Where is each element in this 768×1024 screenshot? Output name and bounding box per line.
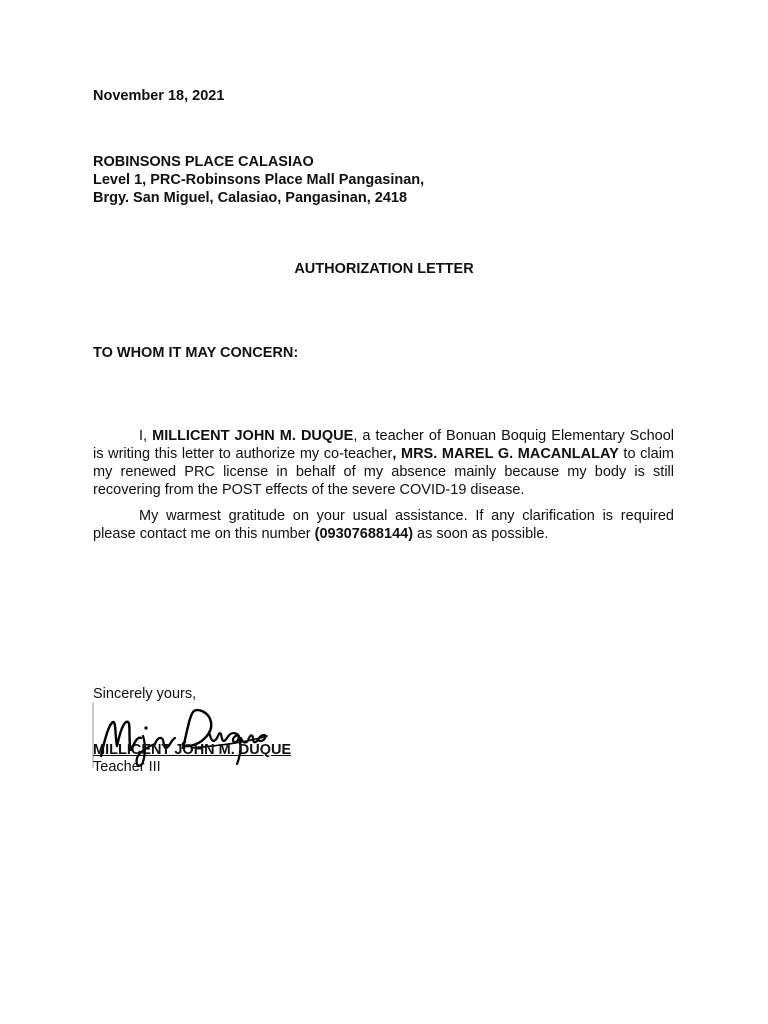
letter-body [93, 427, 674, 551]
closing-line: Sincerely yours, [93, 686, 197, 702]
author-name: MILLICENT JOHN M. DUQUE [152, 428, 354, 444]
paragraph-text: as soon as possible. [413, 526, 549, 542]
recipient-address-line: Level 1, PRC-Robinsons Place Mall Pangasinan, [93, 172, 425, 188]
body-paragraph [93, 507, 674, 543]
paragraph-text: My warmest gratitude on your usual assistance. If any clarification is required please contact me on this number [93, 508, 674, 542]
paragraph-text: to claim my renewed PRC license in behalf of my absence mainly because my body is still recovering from the POST effects of the severe COVID-19 disease. [93, 446, 674, 498]
signatory-title: Teacher III [93, 759, 161, 775]
paragraph-text: , a teacher of Bonuan Boquig Elementary School is writing this letter to authorize my co-teacher [93, 428, 674, 462]
signatory-name: MILLICENT JOHN M. DUQUE [93, 742, 292, 758]
contact-number: (09307688144) [314, 526, 414, 542]
salutation: TO WHOM IT MAY CONCERN: [93, 345, 299, 361]
coteacher-name: , MRS. MAREL G. MACANLALAY [392, 446, 619, 462]
paragraph-text: I, [139, 428, 153, 444]
recipient-name: ROBINSONS PLACE CALASIAO [93, 154, 314, 170]
letter-title: AUTHORIZATION LETTER [294, 261, 474, 277]
recipient-address [93, 153, 653, 207]
recipient-address-line: Brgy. San Miguel, Calasiao, Pangasinan, 2418 [93, 190, 408, 206]
body-paragraph [93, 427, 674, 499]
letter-date: November 18, 2021 [93, 88, 225, 104]
